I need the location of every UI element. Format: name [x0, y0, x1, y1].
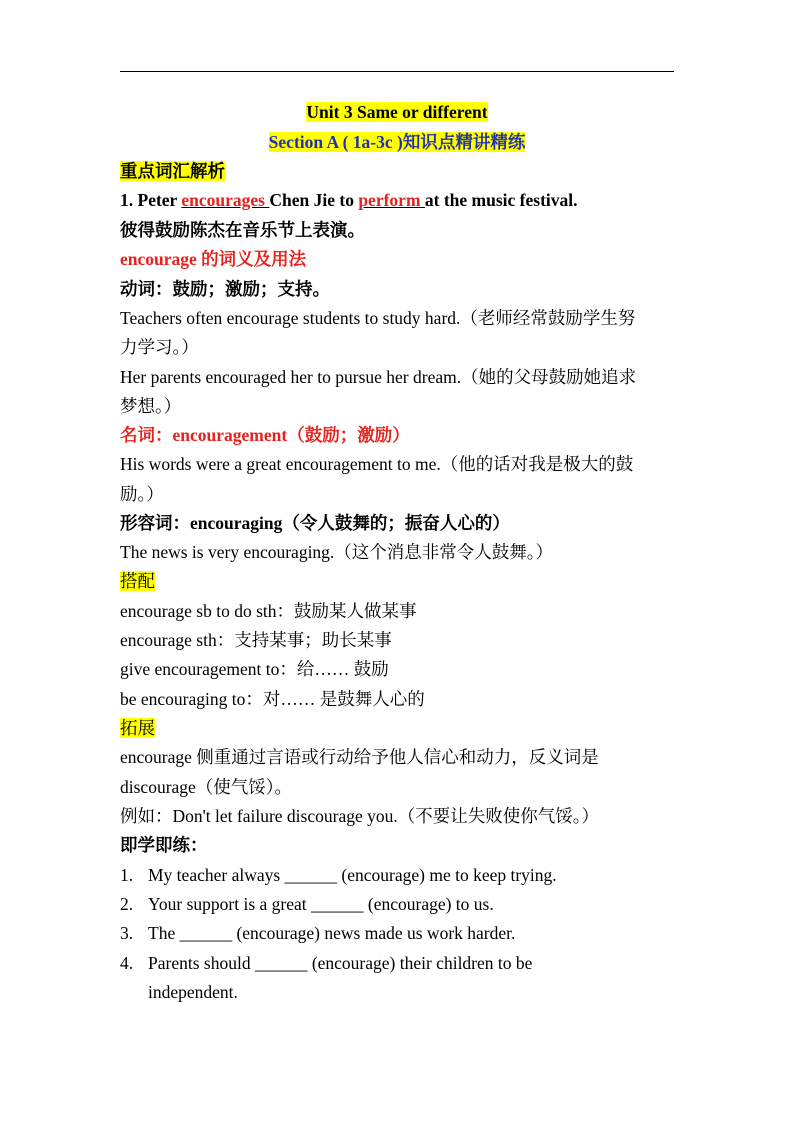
usage-heading: encourage 的词义及用法: [120, 249, 307, 269]
practice-item-cont: independent.: [148, 982, 238, 1002]
collocations-heading: 搭配: [120, 571, 155, 591]
noun-label: 名词：encouragement（鼓励；激励）: [120, 425, 410, 445]
collocation-item: give encouragement to：给…… 鼓励: [120, 659, 389, 679]
extension-example: 例如：Don't let failure discourage you.（不要让失败使你气馁。）: [120, 806, 599, 826]
practice-item: 3. The ______ (encourage) news made us work harder.: [120, 923, 516, 943]
verb-label: 动词：鼓励；激励；支持。: [120, 279, 330, 299]
collocation-item: encourage sth：支持某事；助长某事: [120, 630, 392, 650]
practice-heading: 即学即练：: [120, 835, 208, 855]
noun-example-cont: 励。）: [120, 484, 164, 504]
collocation-item: be encouraging to：对…… 是鼓舞人心的: [120, 689, 425, 709]
extension-heading: 拓展: [120, 718, 155, 738]
practice-item: 1. My teacher always ______ (encourage) me to keep trying.: [120, 865, 557, 885]
practice-item: 4. Parents should ______ (encourage) their children to be: [120, 953, 533, 973]
keyword-encourages: encourages: [181, 190, 270, 210]
adjective-label: 形容词：encouraging（令人鼓舞的；振奋人心的）: [120, 513, 510, 533]
collocation-item: encourage sb to do sth：鼓励某人做某事: [120, 601, 417, 621]
extension-text: encourage 侧重通过言语或行动给予他人信心和动力，反义词是: [120, 747, 599, 767]
key-sentence: 1. Peter encourages Chen Jie to perform at the music festival.: [120, 190, 578, 210]
keyword-perform: perform: [358, 190, 425, 210]
top-rule: [120, 71, 674, 72]
verb-example-2: Her parents encouraged her to pursue her dream.（她的父母鼓励她追求: [120, 367, 637, 387]
verb-example-1-cont: 力学习。）: [120, 337, 199, 357]
section-heading: 重点词汇解析: [120, 161, 225, 181]
noun-example: His words were a great encouragement to me.（他的话对我是极大的鼓: [120, 454, 634, 474]
adjective-example: The news is very encouraging.（这个消息非常令人鼓舞。）: [120, 542, 554, 562]
extension-text-cont: discourage（使气馁）。: [120, 777, 293, 797]
verb-example-1: Teachers often encourage students to study hard.（老师经常鼓励学生努: [120, 308, 636, 328]
sentence-translation: 彼得鼓励陈杰在音乐节上表演。: [120, 220, 365, 240]
section-subtitle: Section A ( 1a-3c )知识点精讲精练: [268, 132, 526, 152]
unit-title: Unit 3 Same or different: [306, 102, 488, 122]
verb-example-2-cont: 梦想。）: [120, 396, 182, 416]
practice-item: 2. Your support is a great ______ (encourage) to us.: [120, 894, 494, 914]
